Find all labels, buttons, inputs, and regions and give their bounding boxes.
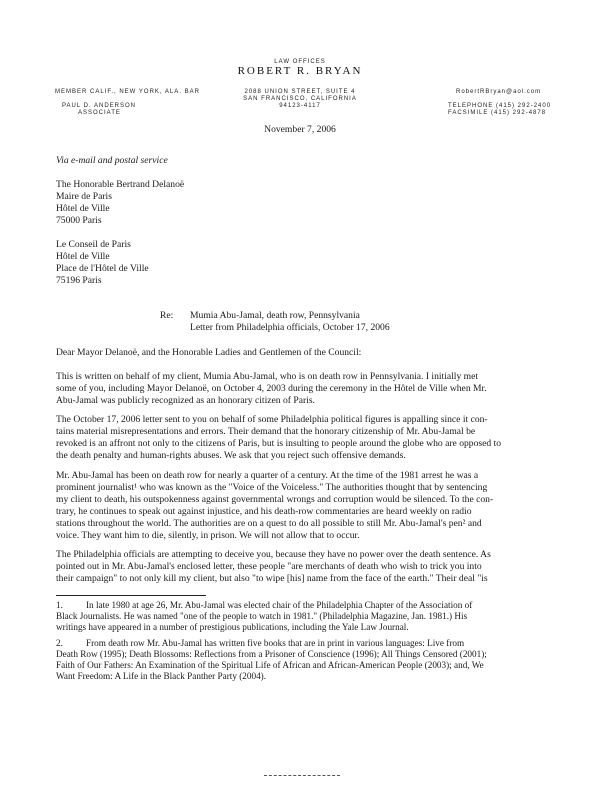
associate-title: ASSOCIATE (78, 110, 121, 116)
address-zip: 94123-4117 (279, 103, 321, 109)
footnote-separator (56, 595, 206, 596)
paragraph-line: my client to death, his outspokenness against governmental wrongs and corruption would be silenced. To the con- (56, 494, 494, 505)
paragraph-line: the death penalty and human-rights abuses. We ask that you reject such offensive demands. (56, 450, 406, 461)
re-subject (190, 310, 390, 334)
paragraph-line: This is written on behalf of my client, Mumia Abu-Jamal, who is on death row in Pennsylvania. I initially met (56, 371, 479, 382)
recipient-line: The Honorable Bertrand Delanoë (56, 179, 185, 190)
paragraph-2 (56, 414, 554, 462)
telephone: TELEPHONE (415) 292-2400 (448, 103, 552, 109)
footnote-line: writings have appeared in a number of prestigious publications, including the Yale Law Journal. (56, 622, 409, 632)
paragraph-line: some of you, including Mayor Delanoë, on October 4, 2003 during the ceremony in the Hôtel de Ville when Mr. (56, 383, 487, 394)
paragraph-line: The Philadelphia officials are attempting to deceive you, because they have no power over the death sentence. As (56, 549, 491, 560)
recipient-line: 75000 Paris (56, 215, 102, 226)
recipient-block-2 (56, 239, 149, 287)
paragraph-4 (56, 549, 554, 585)
paragraph-line: their campaign" to not only kill my client, but also "to wipe [his] name from the face of the earth." Their deal "is (56, 573, 488, 584)
law-offices-label: LAW OFFICES (274, 59, 326, 65)
recipient-line: Le Conseil de Paris (56, 239, 131, 250)
footnote-line (56, 600, 554, 611)
recipient-block-1 (56, 179, 184, 227)
firm-name: ROBERT R. BRYAN (237, 65, 363, 77)
page-bottom-mark (264, 775, 340, 776)
paragraph-line: The October 17, 2006 letter sent to you on behalf of some Philadelphia political figures is appalling since it con- (56, 414, 488, 425)
paragraph-line: pointed out in Mr. Abu-Jamal's enclosed letter, these people "are merchants of death who wish to trick you into (56, 561, 482, 572)
footnote-1 (56, 600, 554, 633)
footnote-2 (56, 638, 554, 682)
facsimile: FACSIMILE (415) 292-4878 (448, 110, 547, 116)
recipient-line: 75196 Paris (56, 275, 102, 286)
paragraph-line: trary, he continues to speak out against injustice, and his death-row commentaries are heard weekly on radio (56, 506, 472, 517)
paragraph-line: Mr. Abu-Jamal has been on death row for nearly a quarter of a century. At the time of the 1981 arrest he was a (56, 470, 479, 481)
paragraph-line: stations throughout the world. The authorities are on a quest to do all possible to still Mr. Abu-Jamal's pen² and (56, 518, 482, 529)
address-line-1: 2088 UNION STREET, SUITE 4 (244, 89, 356, 95)
footnote-line: Black Journalists. He was named "one of the people to watch in 1981." (Philadelphia Magazine, Jan. 1981.) His (56, 611, 468, 621)
re-line-1: Mumia Abu-Jamal, death row, Pennsylvania (190, 310, 360, 321)
email-address: RobertRBryan@aol.com (456, 89, 542, 95)
recipient-line: Place de l'Hôtel de Ville (56, 263, 149, 274)
recipient-line: Maire de Paris (56, 191, 112, 202)
bar-membership: MEMBER CALIF., NEW YORK, ALA. BAR (55, 89, 200, 95)
paragraph-3 (56, 470, 554, 542)
footnote-number: 1. (56, 600, 63, 610)
recipient-line: Hôtel de Ville (56, 203, 110, 214)
re-label: Re: (160, 310, 174, 321)
footnote-line: Death Row (1995); Death Blossoms: Reflections from a Prisoner of Conscience (1996); All Things Censored (2001); (56, 649, 487, 659)
footnote-line: Want Freedom: A Life in the Black Panther Party (2004). (56, 671, 267, 681)
service-method: Via e-mail and postal service (56, 155, 168, 166)
paragraph-1 (56, 371, 554, 407)
footnote-text: From death row Mr. Abu-Jamal has written five books that are in print in various languages: Live from (86, 638, 465, 648)
re-line-2: Letter from Philadelphia officials, October 17, 2006 (190, 322, 390, 333)
paragraph-line: Abu-Jamal was publicly recognized as an honorary citizen of Paris. (56, 395, 315, 406)
paragraph-line: prominent journalist¹ who was known as the "Voice of the Voiceless." The authorities thought that by sentencing (56, 482, 488, 493)
recipient-line: Hôtel de Ville (56, 251, 110, 262)
salutation: Dear Mayor Delanoë, and the Honorable Ladies and Gentlemen of the Council: (56, 347, 362, 358)
letter-date: November 7, 2006 (264, 124, 336, 135)
paragraph-line: revoked is an affront not only to the citizens of Paris, but is insulting to people around the globe who are opposed to (56, 438, 502, 449)
paragraph-line: voice. They want him to die, silently, in prison. We will not allow that to occur. (56, 530, 360, 541)
paragraph-line: tains material misrepresentations and errors. Their demand that the honorary citizenship of Mr. Abu-Jamal be (56, 426, 476, 437)
footnote-line: Faith of Our Fathers: An Examination of the Spiritual Life of African and African-American People (2003); and, We (56, 660, 484, 670)
footnote-text: In late 1980 at age 26, Mr. Abu-Jamal was elected chair of the Philadelphia Chapter of the Association of (86, 600, 473, 610)
address-line-2: SAN FRANCISCO, CALIFORNIA (243, 96, 357, 102)
footnote-number: 2. (56, 638, 63, 648)
associate-name: PAUL D. ANDERSON (62, 103, 137, 109)
footnote-line (56, 638, 554, 649)
